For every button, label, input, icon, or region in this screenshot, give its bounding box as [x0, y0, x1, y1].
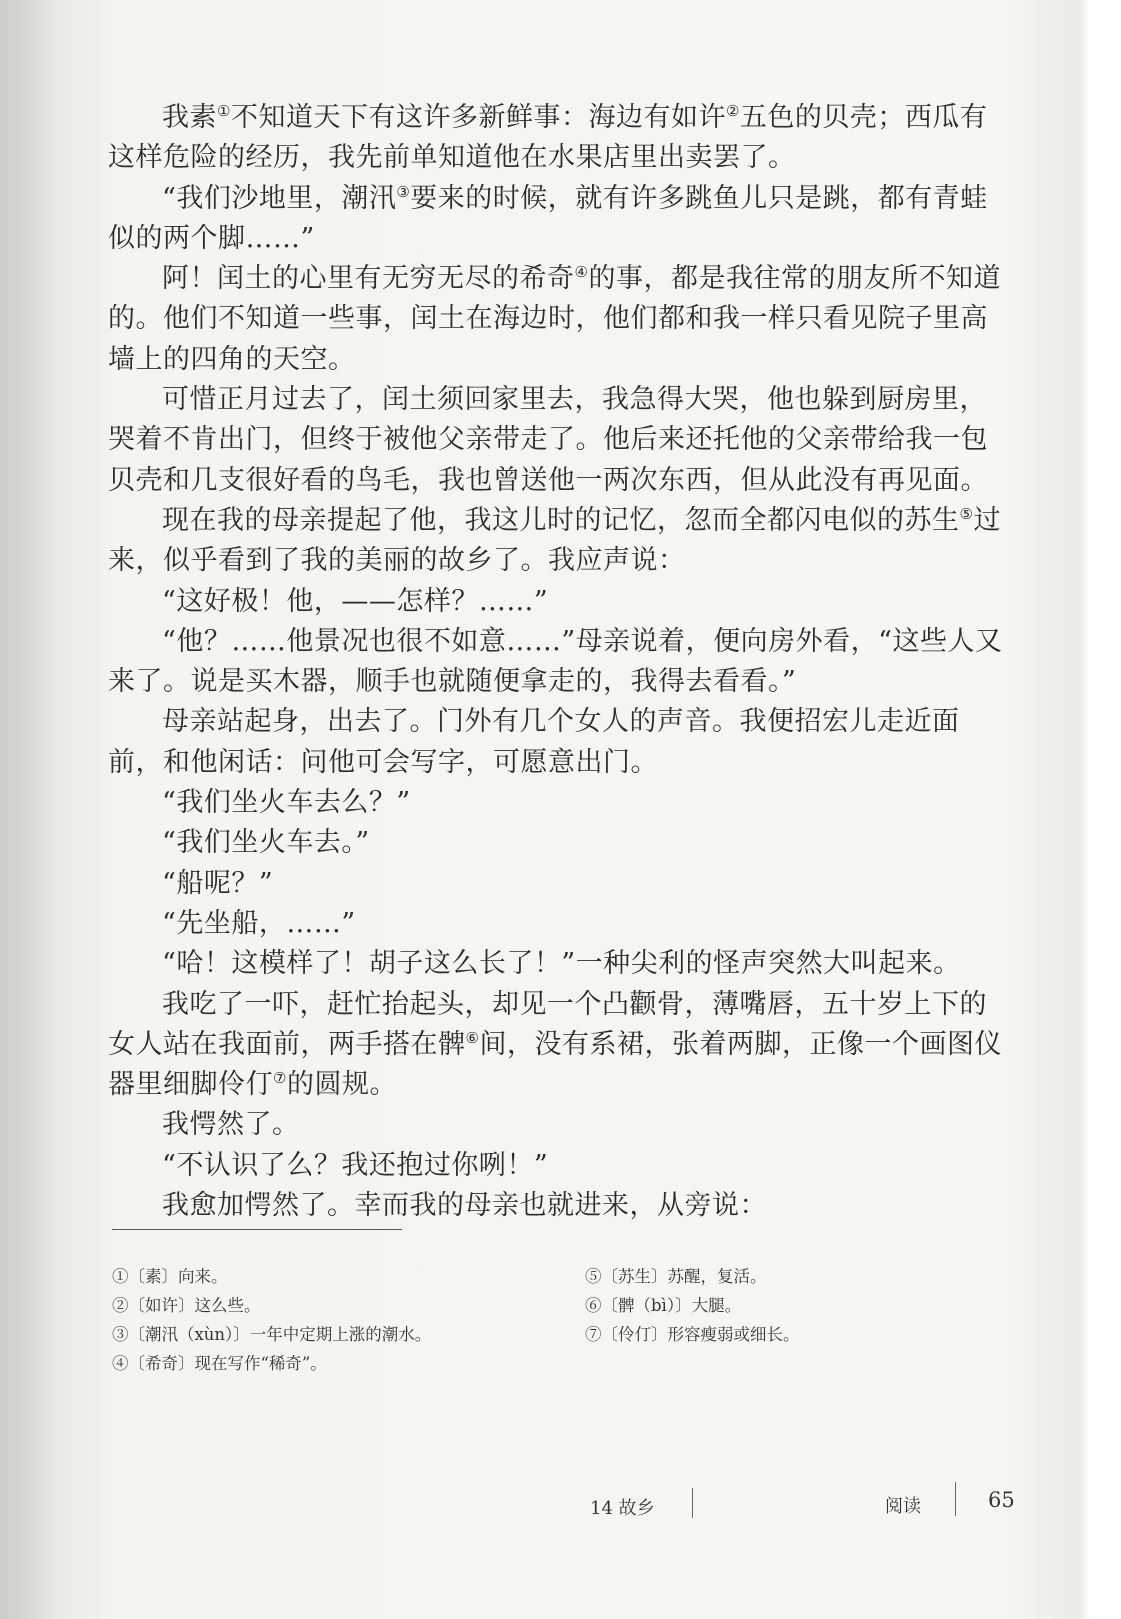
paragraph: “我们坐火车去。” [162, 827, 370, 859]
paragraph: 我愕然了。 [162, 1109, 300, 1141]
paragraph: “我们沙地里，潮汛③要来的时候，就有许多跳鱼儿只是跳，都有青蛙似的两个脚……” [108, 182, 988, 254]
paragraph: “船呢？” [162, 867, 274, 899]
footnote: ④〔希奇〕现在写作“稀奇”。 [112, 1354, 327, 1373]
footnote-marker: ④ [574, 263, 589, 282]
footnote: ③〔潮汛（xùn）〕一年中定期上涨的潮水。 [112, 1325, 432, 1344]
footnotes-right-column [585, 1262, 1005, 1349]
footnote-marker: ② [725, 102, 740, 120]
footnote: ⑥〔髀（bì）〕大腿。 [585, 1296, 742, 1315]
paragraph: “哈！这模样了！胡子这么长了！”一种尖利的怪声突然大叫起来。 [162, 948, 961, 980]
paragraph: “他？……他景况也很不如意……”母亲说着，便向房外看，“这些人又来了。说是买木器，顺手也就随便拿走的，我得去看看。” [108, 625, 1003, 698]
paragraph: 我素①不知道天下有这许多新鲜事：海边有如许②五色的贝壳；西瓜有这样危险的经历，我先前单知道他在水果店里出卖罢了。 [108, 102, 988, 174]
footer-section-label: 阅读 [885, 1496, 921, 1517]
paragraph: “不认识了么？我还抱过你咧！” [162, 1149, 549, 1181]
paragraph: 现在我的母亲提起了他，我这儿时的记忆，忽而全都闪电似的苏生⑤过来，似乎看到了我的美丽的故乡了。我应声说： [108, 504, 1001, 577]
paragraph: “这好极！他，——怎样？……” [162, 585, 549, 617]
page-gutter-shadow [0, 0, 60, 1619]
paragraph: 母亲站起身，出去了。门外有几个女人的声音。我便招宏儿走近面前，和他闲话：问他可会写字，可愿意出门。 [108, 706, 960, 778]
footnote: ⑦〔伶仃〕形容瘦弱或细长。 [585, 1325, 800, 1344]
paragraph: 可惜正月过去了，闰土须回家里去，我急得大哭，他也躲到厨房里，哭着不肯出门，但终于被他父亲带走了。他后来还托他的父亲带给我一包贝壳和几支很好看的鸟毛，我也曾送他一两次东西，但从此没有再见面。 [108, 384, 988, 496]
footnote: ①〔素〕向来。 [112, 1267, 228, 1286]
footnote: ⑤〔苏生〕苏醒，复活。 [585, 1267, 767, 1286]
paragraph: “我们坐火车去么？” [162, 787, 411, 819]
footnote-marker: ⑦ [273, 1069, 287, 1088]
paragraph: “先坐船，……” [162, 907, 356, 939]
footnote-marker: ⑥ [465, 1028, 480, 1047]
footnote: ②〔如许〕这么些。 [112, 1296, 261, 1315]
footer-divider [692, 1488, 693, 1518]
footnotes-left-column [112, 1262, 552, 1378]
body-text [108, 98, 1008, 1226]
footnote-divider [112, 1229, 402, 1230]
footer-chapter-title: 14 故乡 [590, 1498, 655, 1519]
footnote-marker: ③ [396, 182, 411, 201]
footnote-marker: ⑤ [959, 504, 974, 523]
page-number: 65 [988, 1488, 1015, 1512]
paragraph: 我愈加愕然了。幸而我的母亲也就进来，从旁说： [162, 1190, 767, 1222]
footer-divider [955, 1482, 956, 1516]
paragraph: 阿！闰土的心里有无穷无尽的希奇④的事，都是我往常的朋友所不知道的。他们不知道一些事，闰土在海边时，他们都和我一样只看见院子里高墙上的四角的天空。 [108, 263, 1001, 375]
footnote-marker: ① [217, 102, 231, 120]
paragraph: 我吃了一吓，赶忙抬起头，却见一个凸颧骨，薄嘴唇，五十岁上下的女人站在我面前，两手搭在髀⑥间，没有系裙，张着两脚，正像一个画图仪器里细脚伶仃⑦的圆规。 [108, 988, 1002, 1101]
